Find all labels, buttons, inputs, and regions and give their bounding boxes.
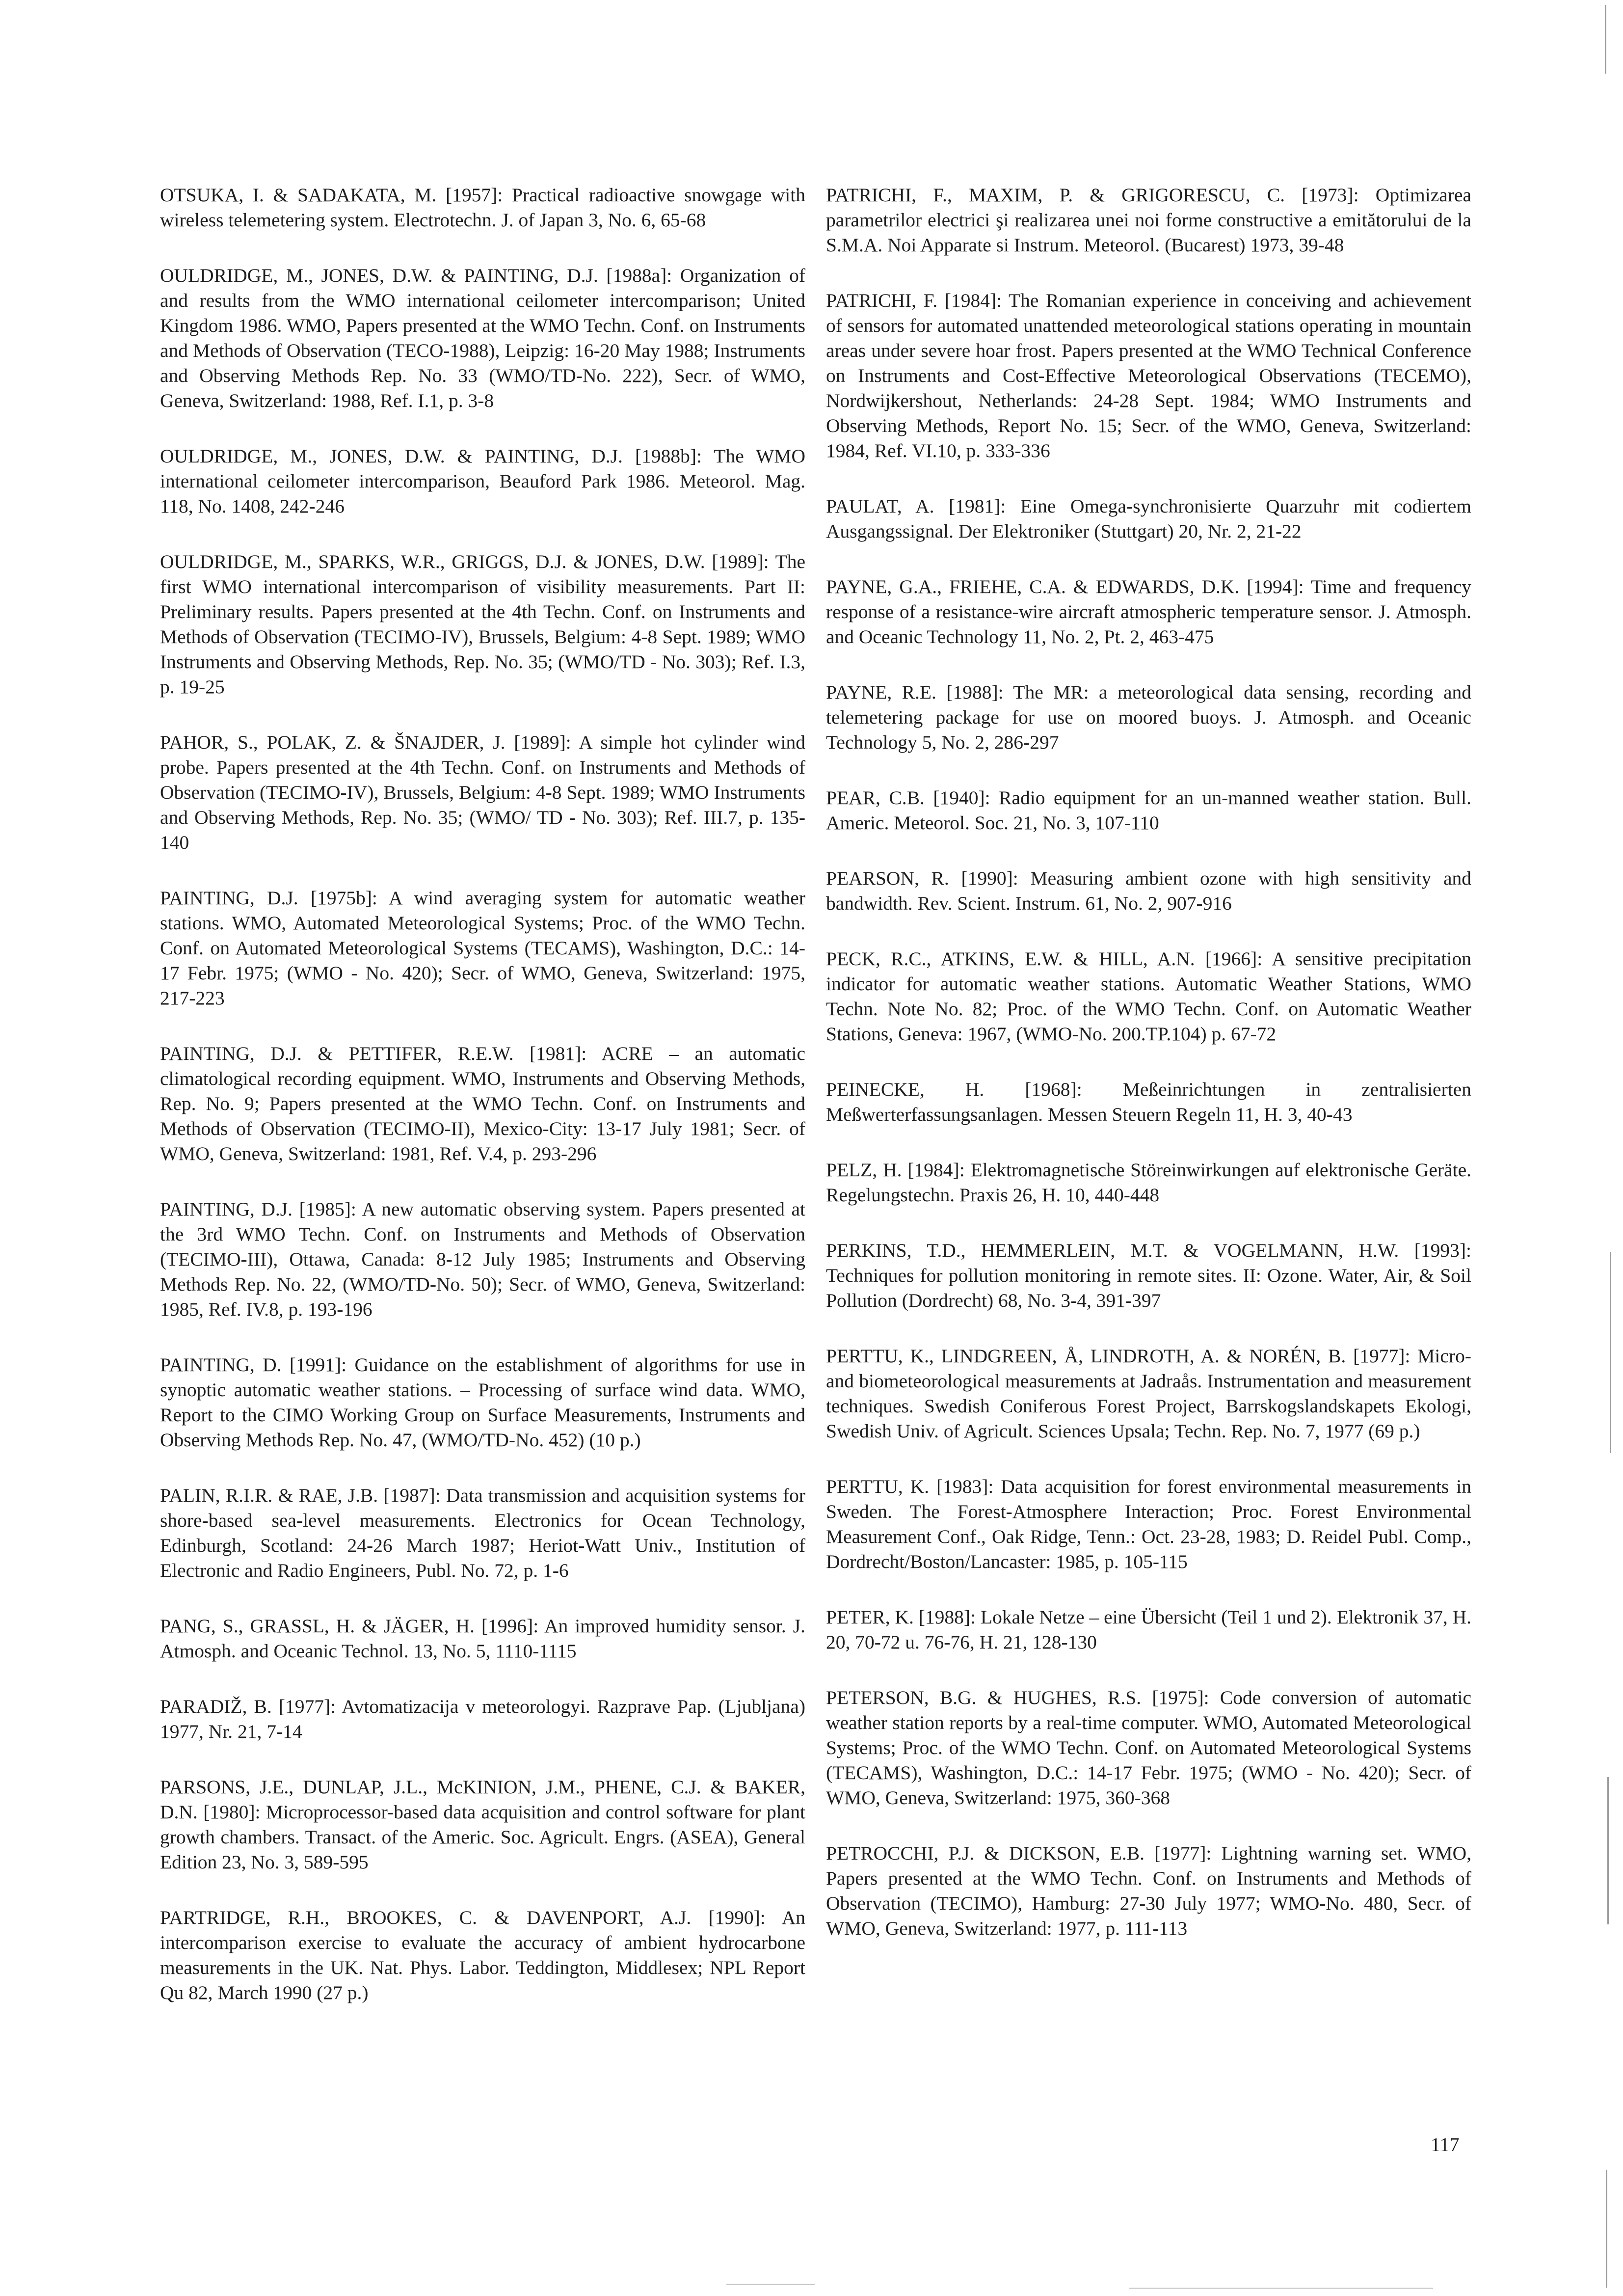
reference-entry: PAINTING, D.J. & PETTIFER, R.E.W. [1981]: ACRE – an automatic climatological recording equipment. WMO, Instruments and Observing Methods, Rep. No. 9; Papers presented at the WMO Techn. Conf. on Instruments and Methods of Observation (TECIMO-II), Mexico-City: 13-17 July 1981; Secr. of WMO, Geneva, Switzerland: 1981, Ref. V.4, p. 293-296: [160, 1043, 805, 1164]
reference-entry: PANG, S., GRASSL, H. & JÄGER, H. [1996]: An improved humidity sensor. J. Atmosph. and Oceanic Technol. 13, No. 5, 1110-1115: [160, 1615, 805, 1662]
reference-entry: PAYNE, R.E. [1988]: The MR: a meteorological data sensing, recording and telemetering package for use on moored buoys. J. Atmosph. and Oceanic Technology 5, No. 2, 286-297: [826, 681, 1471, 753]
reference-entry: PARADIŽ, B. [1977]: Avtomatizacija v meteorologyi. Razprave Pap. (Ljubljana) 1977, Nr. 21, 7-14: [160, 1696, 805, 1742]
reference-entry: PETERSON, B.G. & HUGHES, R.S. [1975]: Code conversion of automatic weather station reports by a real-time computer. WMO, Automated Meteorological Systems; Proc. of the WMO Techn. Conf. on Automated Meteorological Systems (TECAMS), Washington, D.C.: 14-17 Febr. 1975; (WMO - No. 420); Secr. of WMO, Geneva, Switzerland: 1975, 360-368: [826, 1687, 1471, 1809]
scan-edge-mark: [1605, 5, 1606, 74]
reference-entry: PAINTING, D.J. [1985]: A new automatic observing system. Papers presented at the 3rd WMO Techn. Conf. on Instruments and Methods of Observation (TECIMO-III), Ottawa, Canada: 8-12 July 1985; Instruments and Observing Methods Rep. No. 22, (WMO/TD-No. 50); Secr. of WMO, Geneva, Switzerland: 1985, Ref. IV.8, p. 193-196: [160, 1198, 805, 1320]
page-number: 117: [1431, 2134, 1460, 2156]
reference-entry: PAYNE, G.A., FRIEHE, C.A. & EDWARDS, D.K. [1994]: Time and frequency response of a resistance-wire aircraft atmospheric temperature sensor. J. Atmosph. and Oceanic Technology 11, No. 2, Pt. 2, 463-475: [826, 576, 1471, 648]
reference-entry: PERTTU, K. [1983]: Data acquisition for forest environmental measurements in Sweden. The Forest-Atmosphere Interaction; Proc. Forest Environmental Measurement Conf., Oak Ridge, Tenn.: Oct. 23-28, 1983; D. Reidel Publ. Comp., Dordrecht/Boston/Lancaster: 1985, p. 105-115: [826, 1476, 1471, 1572]
reference-entry: PERKINS, T.D., HEMMERLEIN, M.T. & VOGELMANN, H.W. [1993]: Techniques for pollution monitoring in remote sites. II: Ozone. Water, Air, & Soil Pollution (Dordrecht) 68, No. 3-4, 391-397: [826, 1240, 1471, 1311]
reference-entry: PELZ, H. [1984]: Elektromagnetische Störeinwirkungen auf elektronische Geräte. Regelungstechn. Praxis 26, H. 10, 440-448: [826, 1159, 1471, 1206]
reference-entry: PETER, K. [1988]: Lokale Netze – eine Übersicht (Teil 1 und 2). Elektronik 37, H. 20, 70-72 u. 76-76, H. 21, 128-130: [826, 1606, 1471, 1653]
reference-entry: PARSONS, J.E., DUNLAP, J.L., McKINION, J.M., PHENE, C.J. & BAKER, D.N. [1980]: Microprocessor-based data acquisition and control software for plant growth chambers. Transact. of the Americ. Soc. Agricult. Engrs. (ASEA), General Edition 23, No. 3, 589-595: [160, 1776, 805, 1873]
reference-entry: PAULAT, A. [1981]: Eine Omega-synchronisierte Quarzuhr mit codiertem Ausgangssignal. Der Elektroniker (Stuttgart) 20, Nr. 2, 21-22: [826, 495, 1471, 542]
scan-edge-mark: [1606, 2170, 1607, 2288]
reference-entry: PERTTU, K., LINDGREEN, Å, LINDROTH, A. & NORÉN, B. [1977]: Micro- and biometeorological measurements at Jadraås. Instrumentation and measurement techniques. Swedish Coniferous Forest Project, Barrskogslandskapets Ekologi, Swedish Univ. of Agricult. Sciences Upsala; Techn. Rep. No. 7, 1977 (69 p.): [826, 1345, 1471, 1442]
references-right-column: [826, 183, 1471, 1972]
reference-entry: PARTRIDGE, R.H., BROOKES, C. & DAVENPORT, A.J. [1990]: An intercomparison exercise to evaluate the accuracy of ambient hydrocarbone measurements in the UK. Nat. Phys. Labor. Teddington, Middlesex; NPL Report Qu 82, March 1990 (27 p.): [160, 1907, 805, 2003]
reference-entry: PETROCCHI, P.J. & DICKSON, E.B. [1977]: Lightning warning set. WMO, Papers presented at the WMO Techn. Conf. on Instruments and Methods of Observation (TECIMO), Hamburg: 27-30 July 1977; WMO-No. 480, Secr. of WMO, Geneva, Switzerland: 1977, p. 111-113: [826, 1842, 1471, 1939]
scan-edge-line: [726, 2284, 815, 2285]
reference-entry: PALIN, R.I.R. & RAE, J.B. [1987]: Data transmission and acquisition systems for shore-based sea-level measurements. Electronics for Ocean Technology, Edinburgh, Scotland: 24-26 March 1987; Heriot-Watt Univ., Institution of Electronic and Radio Engineers, Publ. No. 72, p. 1-6: [160, 1485, 805, 1581]
reference-entry: PATRICHI, F. [1984]: The Romanian experience in conceiving and achievement of sensors for automated unattended meteorological stations operating in mountain areas under severe hoar frost. Papers presented at the WMO Technical Conference on Instruments and Cost-Effective Meteorological Observations (TECEMO), Nordwijkershout, Netherlands: 24-28 Sept. 1984; WMO Instruments and Observing Methods, Report No. 15; Secr. of the WMO, Geneva, Switzerland: 1984, Ref. VI.10, p. 333-336: [826, 290, 1471, 461]
reference-entry: PAINTING, D. [1991]: Guidance on the establishment of algorithms for use in synoptic automatic weather stations. – Processing of surface wind data. WMO, Report to the CIMO Working Group on Surface Measurements, Instruments and Observing Methods Rep. No. 47, (WMO/TD-No. 452) (10 p.): [160, 1354, 805, 1451]
scan-edge-line: [1129, 2288, 1433, 2289]
reference-entry: PEINECKE, H. [1968]: Meßeinrichtungen in zentralisierten Meßwerterfassungsanlagen. Messen Steuern Regeln 11, H. 3, 40-43: [826, 1079, 1471, 1125]
reference-entry: OULDRIDGE, M., JONES, D.W. & PAINTING, D.J. [1988b]: The WMO international ceilometer intercomparison, Beauford Park 1986. Meteorol. Mag. 118, No. 1408, 242-246: [160, 445, 805, 517]
reference-entry: PECK, R.C., ATKINS, E.W. & HILL, A.N. [1966]: A sensitive precipitation indicator for automatic weather stations. Automatic Weather Stations, WMO Techn. Note No. 82; Proc. of the WMO Techn. Conf. on Automatic Weather Stations, Geneva: 1967, (WMO-No. 200.TP.104) p. 67-72: [826, 948, 1471, 1045]
reference-entry: PEAR, C.B. [1940]: Radio equipment for an un-manned weather station. Bull. Americ. Meteorol. Soc. 21, No. 3, 107-110: [826, 787, 1471, 834]
references-left-column: [160, 183, 805, 2036]
reference-entry: PEARSON, R. [1990]: Measuring ambient ozone with high sensitivity and bandwidth. Rev. Scient. Instrum. 61, No. 2, 907-916: [826, 867, 1471, 914]
reference-entry: PAHOR, S., POLAK, Z. & ŠNAJDER, J. [1989]: A simple hot cylinder wind probe. Papers presented at the 4th Techn. Conf. on Instruments and Methods of Observation (TECIMO-IV), Brussels, Belgium: 4-8 Sept. 1989; WMO Instruments and Observing Methods, Rep. No. 35; (WMO/ TD - No. 303); Ref. III.7, p. 135-140: [160, 731, 805, 853]
reference-entry: OULDRIDGE, M., SPARKS, W.R., GRIGGS, D.J. & JONES, D.W. [1989]: The first WMO international intercomparison of visibility measurements. Part II: Preliminary results. Papers presented at the 4th Techn. Conf. on Instruments and Methods of Observation (TECIMO-IV), Brussels, Belgium: 4-8 Sept. 1989; WMO Instruments and Observing Methods, Rep. No. 35; (WMO/TD - No. 303); Ref. I.3, p. 19-25: [160, 551, 805, 698]
scan-edge-mark: [1610, 1252, 1611, 1453]
scan-edge-mark: [1607, 1777, 1609, 1924]
reference-entry: OTSUKA, I. & SADAKATA, M. [1957]: Practical radioactive snowgage with wireless telemetering system. Electrotechn. J. of Japan 3, No. 6, 65-68: [160, 184, 805, 231]
reference-entry: PATRICHI, F., MAXIM, P. & GRIGORESCU, C. [1973]: Optimizarea parametrilor electrici şi realizarea unei noi forme constructive a emitătorului de la S.M.A. Noi Apparate si Instrum. Meteorol. (Bucarest) 1973, 39-48: [826, 184, 1471, 256]
reference-entry: OULDRIDGE, M., JONES, D.W. & PAINTING, D.J. [1988a]: Organization of and results from the WMO international ceilometer intercomparison; United Kingdom 1986. WMO, Papers presented at the WMO Techn. Conf. on Instruments and Methods of Observation (TECO-1988), Leipzig: 16-20 May 1988; Instruments and Observing Methods Rep. No. 33 (WMO/TD-No. 222), Secr. of WMO, Geneva, Switzerland: 1988, Ref. I.1, p. 3-8: [160, 265, 805, 411]
reference-entry: PAINTING, D.J. [1975b]: A wind averaging system for automatic weather stations. WMO, Automated Meteorological Systems; Proc. of the WMO Techn. Conf. on Automated Meteorological Systems (TECAMS), Washington, D.C.: 14-17 Febr. 1975; (WMO - No. 420); Secr. of WMO, Geneva, Switzerland: 1975, 217-223: [160, 887, 805, 1009]
